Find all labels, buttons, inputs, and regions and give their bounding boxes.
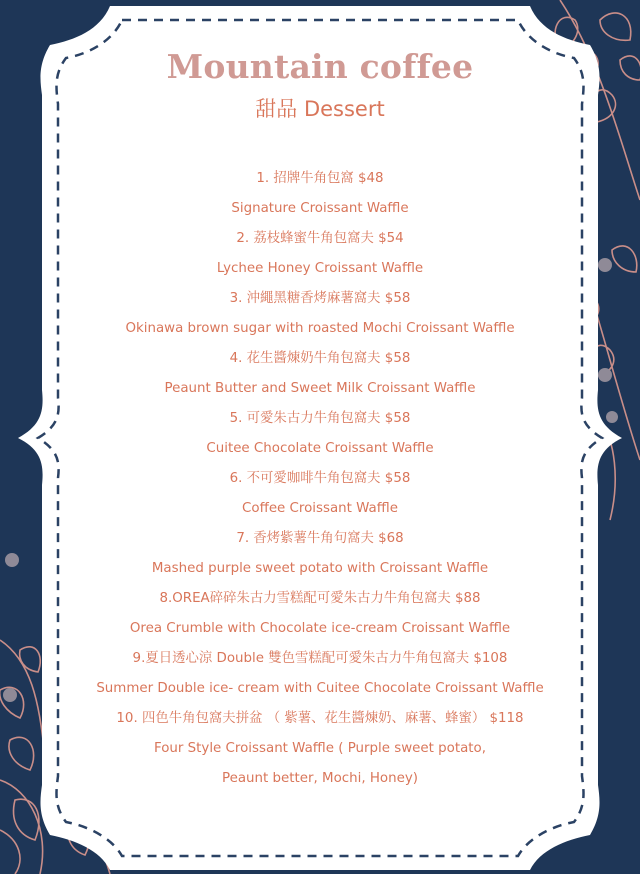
menu-item-4-chinese: 4. 花生醬煉奶牛角包窩夫 $58 — [229, 351, 411, 366]
menu-item-1-english: Signature Croissant Waffle — [231, 201, 409, 216]
menu-item-2-english: Lychee Honey Croissant Waffle — [216, 261, 424, 276]
menu-item-9-english: Summer Double ice- cream with Cuitee Chocolate Croissant Waffle — [96, 681, 544, 696]
menu-list — [70, 164, 570, 794]
menu-item-10-english-continued: Peaunt better, Mochi, Honey) — [222, 771, 418, 786]
menu-item-1-chinese: 1. 招牌牛角包窩 $48 — [256, 171, 384, 186]
menu-item-6-chinese: 6. 不可愛咖啡牛角包窩夫 $58 — [229, 471, 411, 486]
menu-item-7-english: Mashed purple sweet potato with Croissant Waffle — [151, 561, 489, 576]
menu-item-5-chinese: 5. 可愛朱古力牛角包窩夫 $58 — [229, 411, 411, 426]
menu-item-3-chinese: 3. 沖繩黑糖香烤麻薯窩夫 $58 — [229, 291, 411, 306]
page-subtitle: 甜品 Dessert — [255, 97, 385, 121]
menu-item-3-english: Okinawa brown sugar with roasted Mochi Croissant Waffle — [125, 321, 515, 336]
menu-item-8-chinese: 8.OREA碎碎朱古力雪糕配可愛朱古力牛角包窩夫 $88 — [159, 591, 481, 606]
menu-content — [70, 40, 570, 794]
page-title: Mountain coffee — [166, 47, 474, 86]
menu-item-2-chinese: 2. 荔枝蜂蜜牛角包窩夫 $54 — [236, 231, 404, 246]
menu-item-4-english: Peaunt Butter and Sweet Milk Croissant Waffle — [164, 381, 476, 396]
menu-item-9-chinese: 9.夏日透心涼 Double 雙色雪糕配可愛朱古力牛角包窩夫 $108 — [132, 651, 508, 666]
menu-item-5-english: Cuitee Chocolate Croissant Waffle — [206, 441, 434, 456]
menu-item-6-english: Coffee Croissant Waffle — [242, 501, 398, 516]
menu-item-7-chinese: 7. 香烤紫薯牛角句窩夫 $68 — [236, 531, 404, 546]
menu-item-10-english: Four Style Croissant Waffle ( Purple sweet potato, — [154, 741, 486, 756]
menu-item-10-chinese: 10. 四色牛角包窩夫拼盆 （ 紫薯、花生醬煉奶、麻薯、蜂蜜） $118 — [116, 711, 524, 726]
menu-item-8-english: Orea Crumble with Chocolate ice-cream Croissant Waffle — [129, 621, 511, 636]
